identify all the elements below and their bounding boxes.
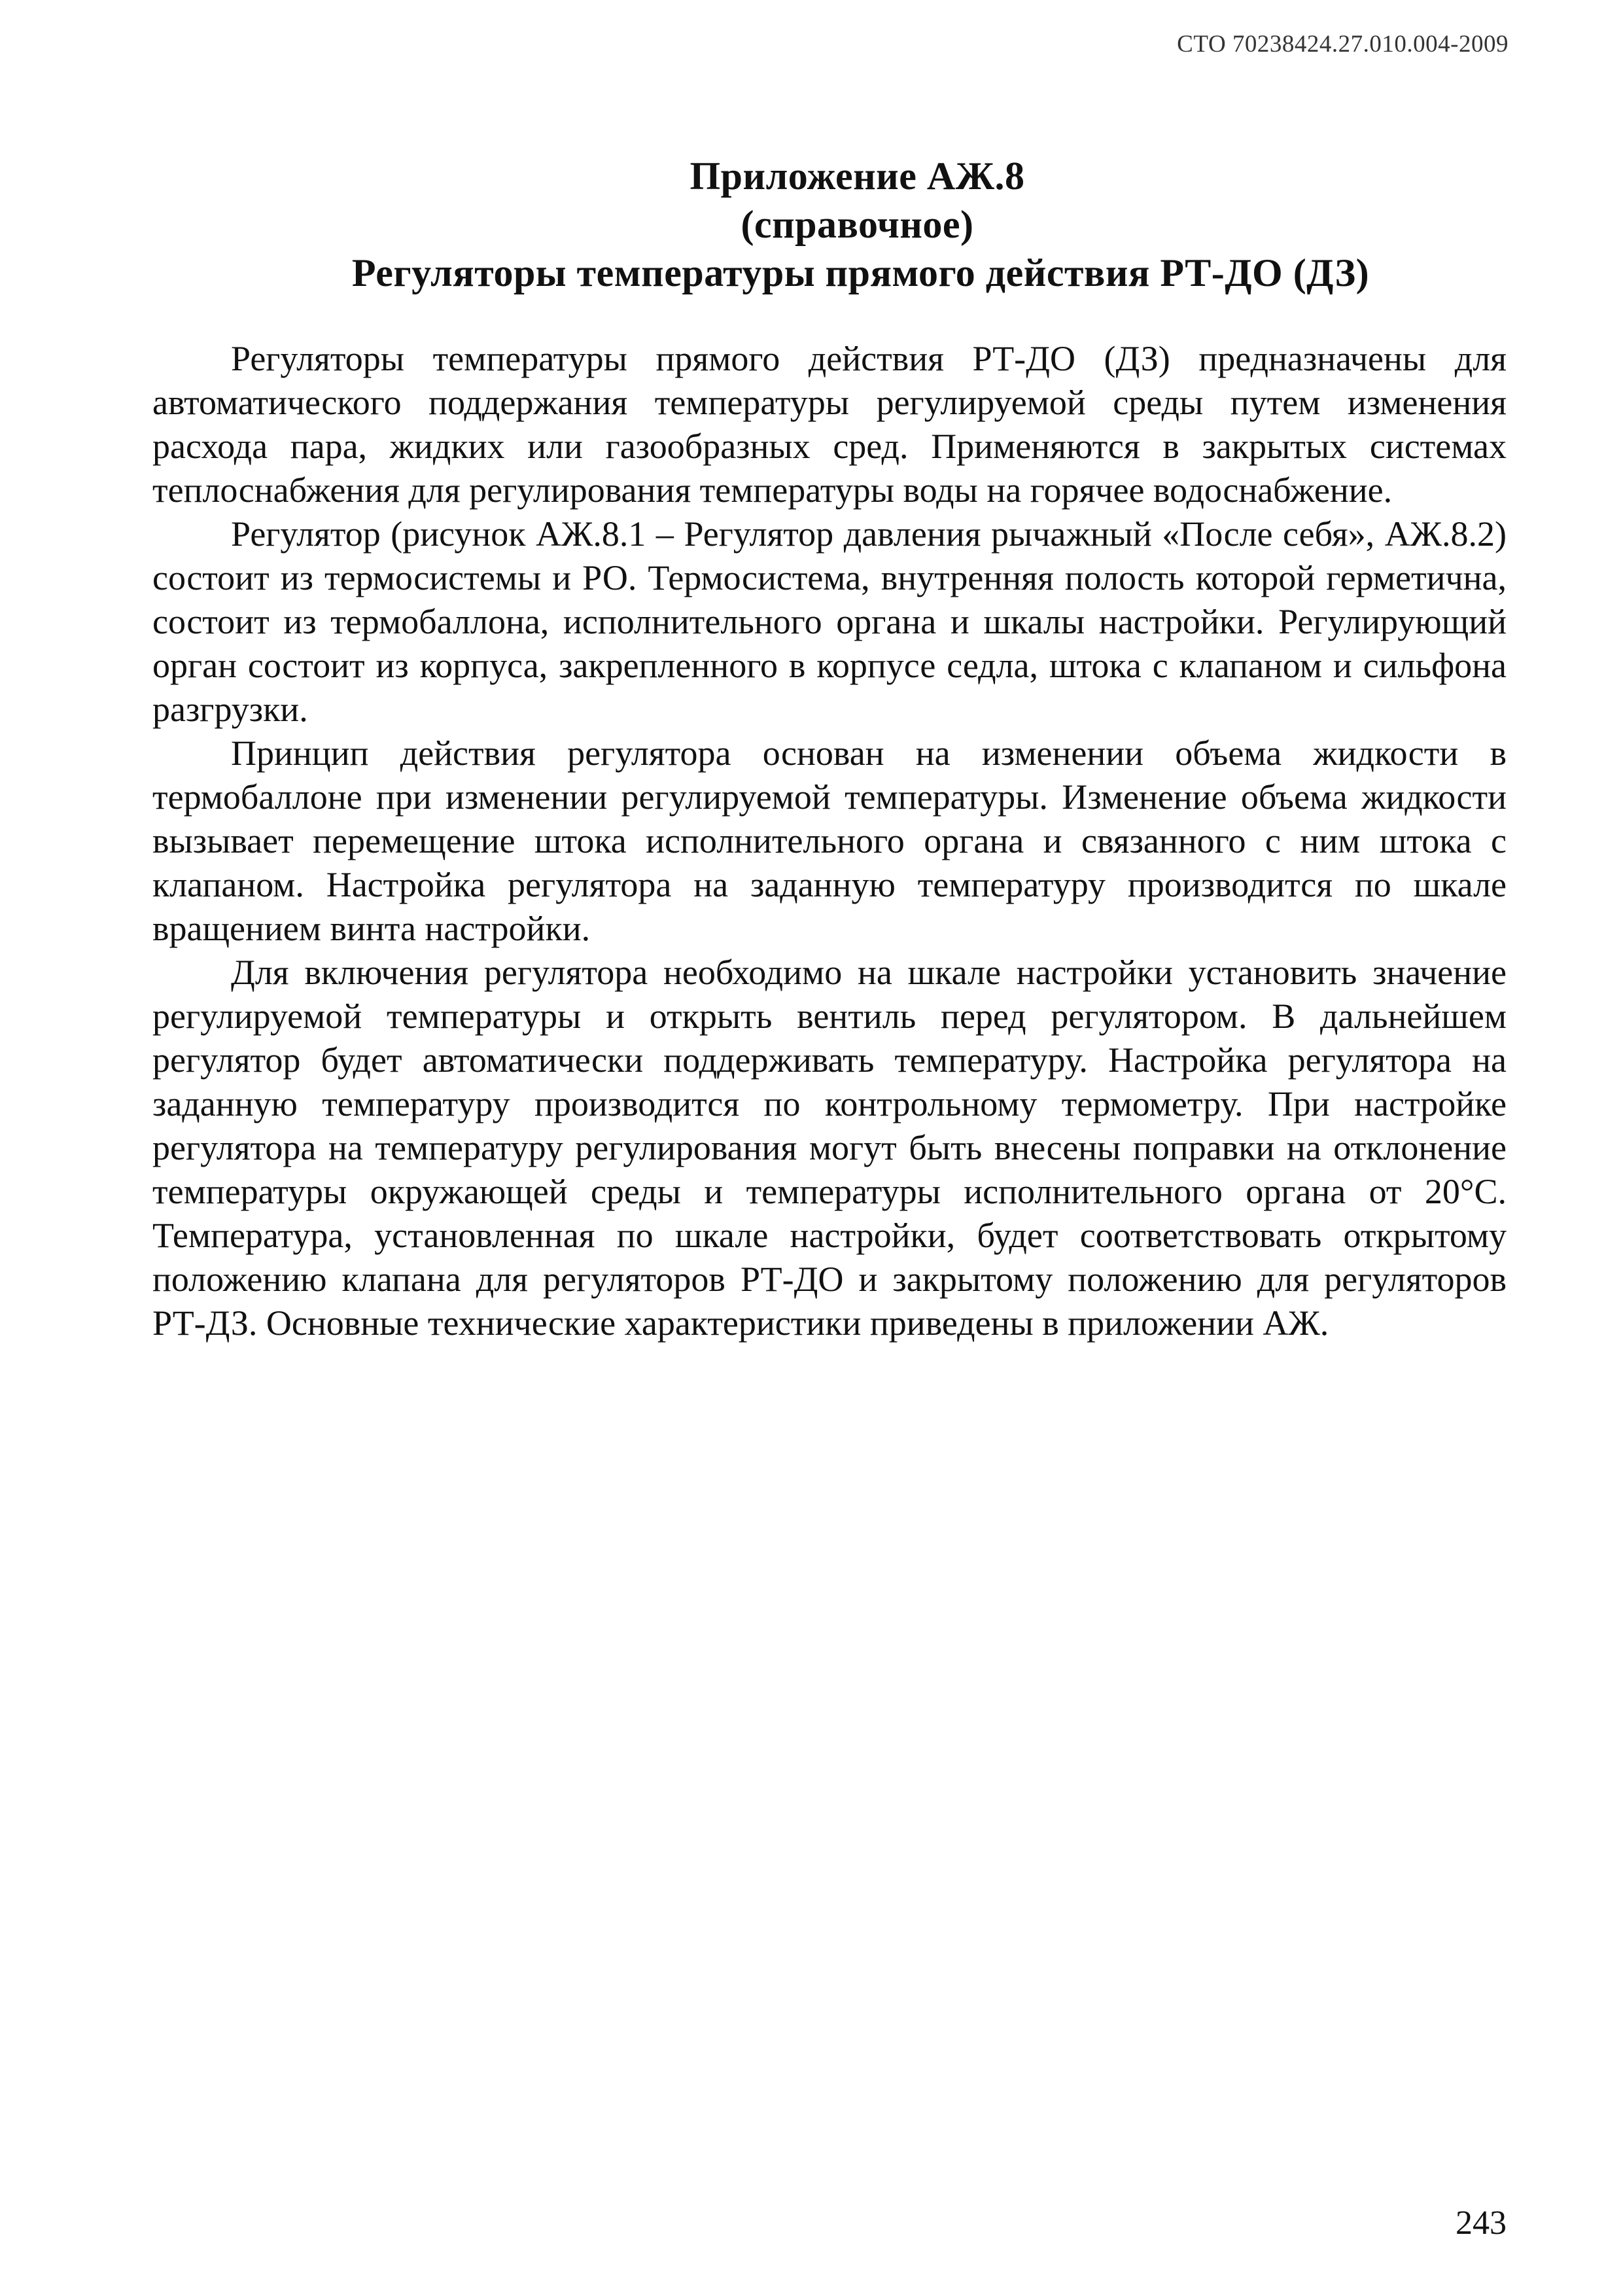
page-number: 243 <box>1456 2204 1507 2242</box>
appendix-title: Приложение АЖ.8 <box>689 154 1025 198</box>
paragraph-1: Регуляторы температуры прямого действия РТ-ДО (ДЗ) предназначены для автоматического поддержания температуры регулируемой среды путем изменения расхода пара, жидких или газообразных сред. Применяются в закрытых системах теплоснабжения для регулирования температуры воды на горячее водоснабжение. <box>152 339 1507 510</box>
appendix-title-block <box>0 152 1623 297</box>
appendix-subject: Регуляторы температуры прямого действия РТ-ДО (ДЗ) <box>351 251 1370 294</box>
paragraph-4: Для включения регулятора необходимо на шкале настройки установить значение регулируемой температуры и открыть вентиль перед регулятором. В дальнейшем регулятор будет автоматически поддерживать температуру. Настройка регулятора на заданную температуру производится по контрольному термометру. При настройке регулятора на температуру регулирования могут быть внесены поправки на отклонение температуры окружающей среды и температуры исполнительного органа от 20°С. Температура, установленная по шкале настройки, будет соответствовать открытому положению клапана для регуляторов РТ-ДО и закрытому положению для регуляторов РТ-ДЗ. Основные технические характеристики приведены в приложении АЖ. <box>152 953 1507 1343</box>
paragraph-3: Принцип действия регулятора основан на изменении объема жидкости в термобаллоне при изменении регулируемой температуры. Изменение объема жидкости вызывает перемещение штока исполнительного органа и связанного с ним штока с клапаном. Настройка регулятора на заданную температуру производится по шкале вращением винта настройки. <box>152 733 1507 948</box>
paragraph-2: Регулятор (рисунок АЖ.8.1 – Регулятор давления рычажный «После себя», АЖ.8.2) состоит из термосистемы и РО. Термосистема, внутренняя полость которой герметична, состоит из термобаллона, исполнительного органа и шкалы настройки. Регулирующий орган состоит из корпуса, закрепленного в корпусе седла, штока с клапаном и сильфона разгрузки. <box>152 514 1507 729</box>
appendix-type: (справочное) <box>741 203 974 246</box>
document-code-header: СТО 70238424.27.010.004-2009 <box>1177 31 1509 58</box>
body-text <box>152 337 1507 1345</box>
